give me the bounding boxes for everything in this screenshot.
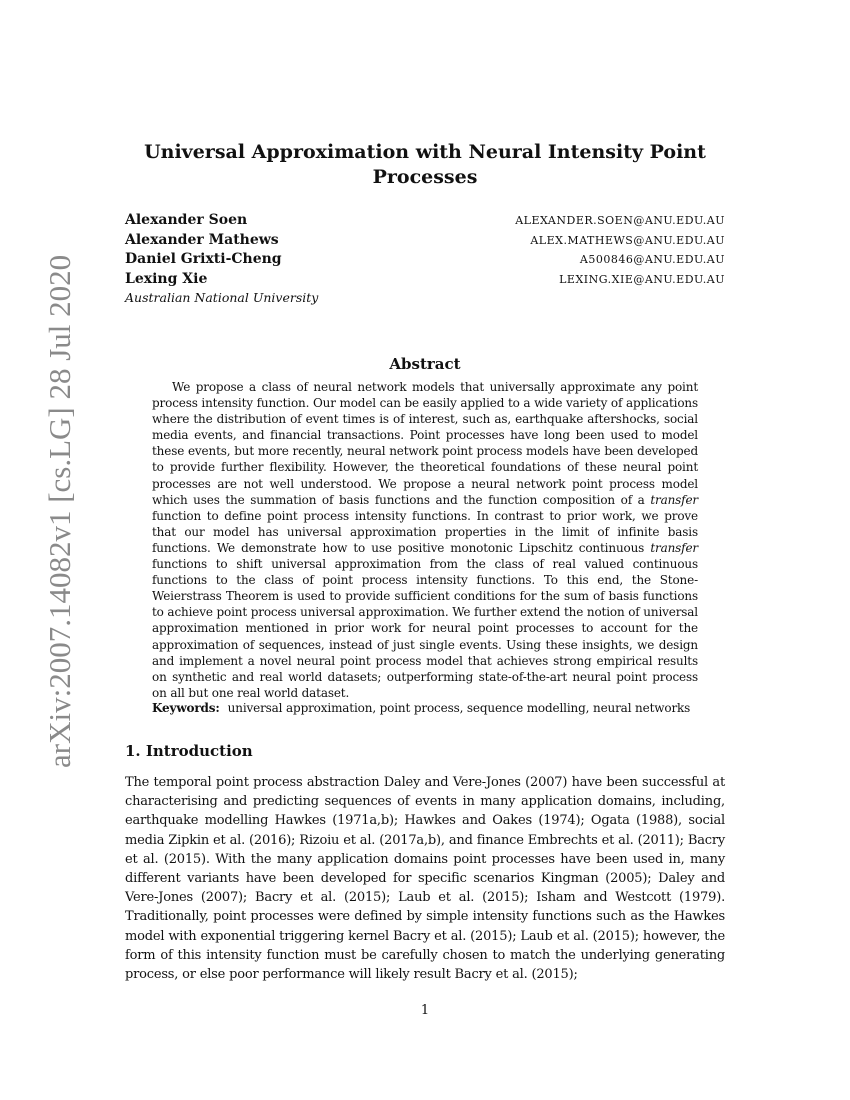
author-row bbox=[125, 232, 725, 252]
abstract-emphasis: transfer bbox=[650, 540, 698, 555]
keywords-line bbox=[152, 700, 698, 716]
author-row bbox=[125, 212, 725, 232]
author-email: LEXING.XIE@ANU.EDU.AU bbox=[559, 272, 725, 286]
intro-paragraph: The temporal point process abstraction Daley and Vere-Jones (2007) have been successful at characterising and predicting sequences of events in many application domains, including, earthquake modelling Hawkes (1971a,b); Hawkes and Oakes (1974); Ogata (1988), social media Zipkin et al. (2016); Rizoiu et al. (2017a,b), and finance Embrechts et al. (2011); Bacry et al. (2015). With the many application domains point processes have been used in, many different variants have been developed for specific scenarios Kingman (2005); Daley and Vere-Jones (2007); Bacry et al. (2015); Laub et al. (2015); Isham and Westcott (1979). Traditionally, point processes were defined by simple intensity functions such as the Hawkes model with exponential triggering kernel Bacry et al. (2015); Laub et al. (2015); however, the form of this intensity function must be carefully chosen to match the underlying generating process, or else poor performance will likely result Bacry et al. (2015); bbox=[125, 775, 725, 983]
page-number: 1 bbox=[420, 1003, 430, 1018]
abstract-text: function to define point process intensity functions. In contrast to prior work, we prove that our model has universal approximation properties in the limit of infinite basis functions. We demonstrate how to use positive monotonic Lipschitz continuous bbox=[152, 508, 698, 555]
author-row bbox=[125, 271, 725, 291]
title-line-1: Universal Approximation with Neural Intensity Point bbox=[144, 141, 706, 163]
abstract-text: functions to shift universal approximation from the class of real valued continuous functions to the class of point process intensity functions. To this end, the Stone-Weierstrass Theorem is used to provide sufficient conditions for the sum of basis functions to achieve point process universal approximation. We further extend the notion of universal approximation mentioned in prior work for neural point processes to account for the approximation of sequences, instead of just single events. Using these insights, we design and implement a novel neural point process model that achieves strong empirical results on synthetic and real world datasets; outperforming state-of-the-art neural point process on all but one real world dataset. bbox=[152, 557, 698, 700]
author-name: Alexander Mathews bbox=[125, 231, 279, 248]
abstract-text: We propose a class of neural network models that universally approximate any point process intensity function. Our model can be easily applied to a wide variety of applications where the distribution of event times is of interest, such as, earthquake aftershocks, social media events, and financial transactions. Point processes have long been used to model these events, but more recently, neural network point process models have been developed to provide further flexibility. However, the theoretical foundations of these neural point processes are not well understood. We propose a neural network point process model which uses the summation of basis functions and the function composition of a bbox=[152, 380, 698, 507]
arxiv-stamp: arXiv:2007.14082v1 [cs.LG] 28 Jul 2020 bbox=[42, 254, 77, 768]
keywords-list: universal approximation, point process, sequence modelling, neural networks bbox=[227, 701, 691, 715]
paper-title bbox=[125, 140, 725, 190]
affiliation: Australian National University bbox=[125, 290, 319, 305]
abstract-heading: Abstract bbox=[389, 355, 461, 373]
section-heading: 1. Introduction bbox=[125, 742, 253, 760]
author-name: Alexander Soen bbox=[125, 212, 248, 228]
author-email: ALEX.MATHEWS@ANU.EDU.AU bbox=[530, 233, 725, 247]
author-name: Lexing Xie bbox=[125, 270, 208, 287]
abstract-body bbox=[152, 379, 698, 701]
author-block bbox=[125, 212, 725, 305]
author-row bbox=[125, 251, 725, 271]
author-email: ALEXANDER.SOEN@ANU.EDU.AU bbox=[515, 214, 725, 227]
author-email: A500846@ANU.EDU.AU bbox=[579, 253, 725, 266]
abstract-emphasis: transfer bbox=[650, 492, 698, 507]
author-name: Daniel Grixti-Cheng bbox=[125, 251, 282, 267]
keywords-label: Keywords: bbox=[152, 701, 220, 715]
title-line-2: Processes bbox=[372, 166, 478, 188]
